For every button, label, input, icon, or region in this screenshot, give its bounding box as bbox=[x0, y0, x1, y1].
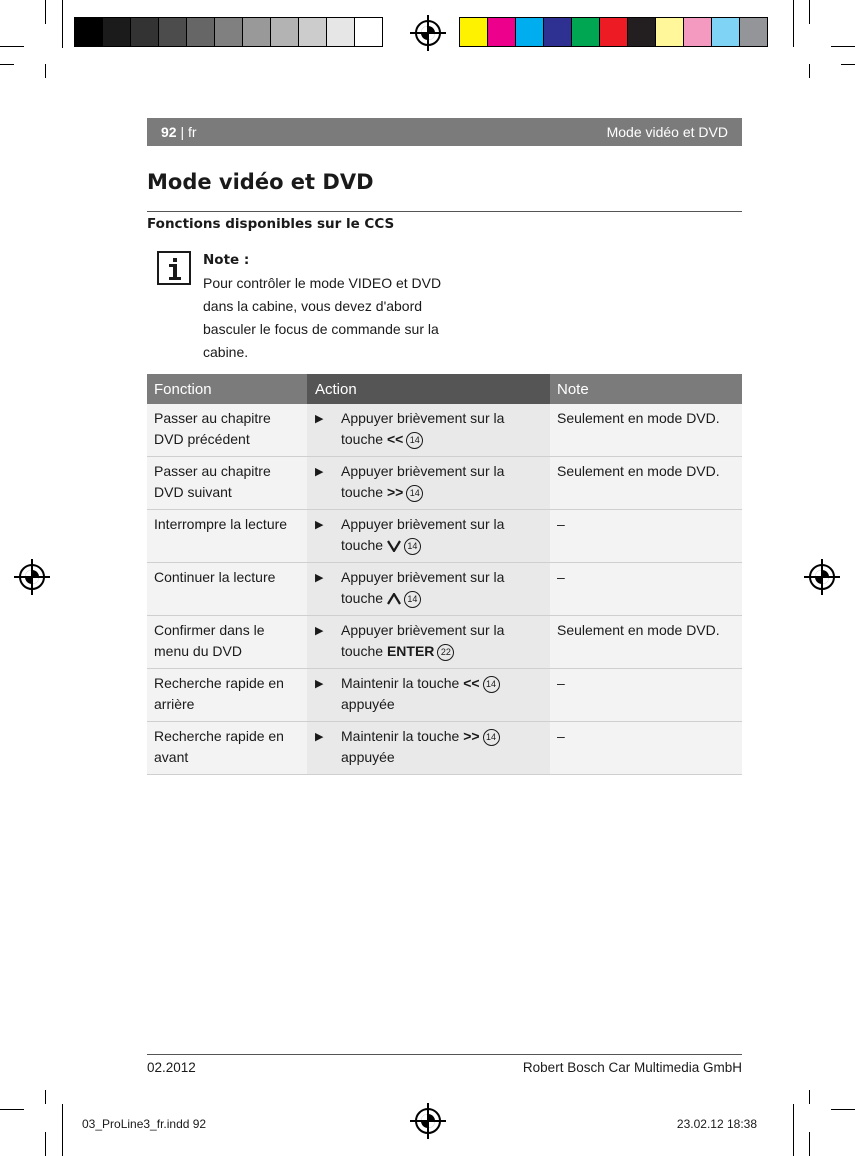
info-icon bbox=[157, 251, 191, 285]
table-row bbox=[147, 616, 742, 669]
registration-mark-icon bbox=[809, 564, 835, 590]
reference-number: 14 bbox=[483, 676, 500, 693]
color-swatch bbox=[214, 17, 243, 47]
action-cell bbox=[307, 404, 550, 457]
action-cell bbox=[307, 510, 550, 563]
footer-divider bbox=[147, 1054, 742, 1055]
note-line: dans la cabine, vous devez d'abord bbox=[203, 298, 423, 314]
bullet-arrow-icon: ▶ bbox=[315, 466, 324, 478]
color-swatch bbox=[655, 17, 684, 47]
key-label: >> bbox=[463, 728, 480, 744]
color-swatch bbox=[711, 17, 740, 47]
chevron-down-icon bbox=[387, 540, 401, 552]
color-swatch bbox=[515, 17, 544, 47]
action-text: Maintenir la touche >> 14 appuyée bbox=[341, 726, 500, 768]
bullet-arrow-icon: ▶ bbox=[315, 625, 324, 637]
table-row bbox=[147, 510, 742, 563]
note-body bbox=[203, 272, 443, 364]
bullet-arrow-icon: ▶ bbox=[315, 731, 324, 743]
table-header-row bbox=[147, 374, 742, 404]
column-header-fonction: Fonction bbox=[147, 374, 307, 404]
action-cell bbox=[307, 722, 550, 775]
bullet-arrow-icon: ▶ bbox=[315, 413, 324, 425]
color-swatch bbox=[130, 17, 159, 47]
registration-mark-icon bbox=[415, 1108, 441, 1134]
functions-table bbox=[147, 374, 742, 775]
table-row bbox=[147, 457, 742, 510]
fonction-cell: Interrompre la lecture bbox=[147, 510, 307, 563]
crop-mark bbox=[793, 1104, 794, 1156]
crop-mark bbox=[0, 1109, 24, 1110]
key-label: >> bbox=[386, 484, 404, 500]
note-title: Note : bbox=[203, 252, 250, 268]
note-line: Pour contrôler le mode VIDEO et DVD bbox=[203, 275, 442, 291]
crop-mark bbox=[809, 64, 810, 78]
key-label: ENTER bbox=[386, 643, 435, 659]
key-label: << bbox=[386, 431, 404, 447]
crop-mark bbox=[831, 1109, 855, 1110]
gray-color-bar bbox=[75, 17, 383, 47]
section-subheading: Fonctions disponibles sur le CCS bbox=[147, 216, 395, 232]
fonction-cell: Passer au chapitre DVD suivant bbox=[147, 457, 307, 510]
crop-mark bbox=[45, 1090, 46, 1104]
color-swatch bbox=[683, 17, 712, 47]
table-row bbox=[147, 404, 742, 457]
table-row bbox=[147, 722, 742, 775]
bullet-arrow-icon: ▶ bbox=[315, 678, 324, 690]
action-cell bbox=[307, 563, 550, 616]
crop-mark bbox=[0, 46, 24, 47]
reference-number: 14 bbox=[404, 591, 421, 608]
color-swatch bbox=[739, 17, 768, 47]
crop-mark bbox=[62, 0, 63, 47]
color-swatch bbox=[298, 17, 327, 47]
note-cell: Seulement en mode DVD. bbox=[550, 457, 742, 510]
page-number: 92 bbox=[161, 124, 177, 140]
registration-mark-icon bbox=[415, 20, 441, 46]
running-header bbox=[147, 118, 742, 146]
color-swatch bbox=[459, 17, 488, 47]
action-text: Appuyer brièvement sur la touche 14 bbox=[341, 569, 505, 606]
title-divider bbox=[147, 211, 742, 212]
note-cell: – bbox=[550, 669, 742, 722]
color-swatch bbox=[270, 17, 299, 47]
registration-mark-icon bbox=[19, 564, 45, 590]
column-header-note: Note bbox=[550, 374, 742, 404]
color-swatch bbox=[354, 17, 383, 47]
crop-mark bbox=[793, 0, 794, 47]
fonction-cell: Passer au chapitre DVD précédent bbox=[147, 404, 307, 457]
crop-mark bbox=[809, 1090, 810, 1104]
key-label: << bbox=[463, 675, 480, 691]
reference-number: 14 bbox=[483, 729, 500, 746]
action-cell bbox=[307, 616, 550, 669]
note-cell: Seulement en mode DVD. bbox=[550, 404, 742, 457]
fonction-cell: Confirmer dans le menu du DVD bbox=[147, 616, 307, 669]
color-swatch bbox=[599, 17, 628, 47]
action-text: Appuyer brièvement sur la touche >> 14 bbox=[341, 463, 505, 500]
crop-mark bbox=[45, 1132, 46, 1156]
reference-number: 14 bbox=[406, 432, 423, 449]
note-cell: – bbox=[550, 722, 742, 775]
action-text: Appuyer brièvement sur la touche << 14 bbox=[341, 410, 505, 447]
bullet-arrow-icon: ▶ bbox=[315, 519, 324, 531]
column-header-action: Action bbox=[307, 374, 550, 404]
crop-mark bbox=[45, 64, 46, 78]
color-swatch bbox=[186, 17, 215, 47]
crop-mark bbox=[45, 0, 46, 24]
crop-mark bbox=[809, 0, 810, 24]
color-swatch bbox=[242, 17, 271, 47]
action-text: Maintenir la touche << 14 appuyée bbox=[341, 673, 500, 715]
action-text: Appuyer brièvement sur la touche 14 bbox=[341, 516, 505, 553]
reference-number: 14 bbox=[406, 485, 423, 502]
page-title: Mode vidéo et DVD bbox=[147, 170, 374, 194]
color-swatch bbox=[543, 17, 572, 47]
fonction-cell: Recherche rapide en avant bbox=[147, 722, 307, 775]
fonction-cell: Continuer la lecture bbox=[147, 563, 307, 616]
reference-number: 22 bbox=[437, 644, 454, 661]
table-row bbox=[147, 669, 742, 722]
note-line: basculer le focus de commande sur la bbox=[203, 321, 439, 337]
note-line: cabine. bbox=[203, 344, 249, 360]
table-row bbox=[147, 563, 742, 616]
slug-filename: 03_ProLine3_fr.indd 92 bbox=[82, 1117, 207, 1131]
bullet-arrow-icon: ▶ bbox=[315, 572, 324, 584]
color-swatch bbox=[74, 17, 103, 47]
crop-mark bbox=[841, 64, 855, 65]
crop-mark bbox=[0, 64, 14, 65]
action-text: Appuyer brièvement sur la touche ENTER 22 bbox=[341, 622, 505, 659]
footer-date: 02.2012 bbox=[147, 1060, 196, 1075]
slug-timestamp: 23.02.12 18:38 bbox=[676, 1117, 757, 1131]
chevron-up-icon bbox=[387, 593, 401, 605]
color-swatch bbox=[102, 17, 131, 47]
note-cell: Seulement en mode DVD. bbox=[550, 616, 742, 669]
footer-company: Robert Bosch Car Multimedia GmbH bbox=[522, 1060, 742, 1075]
fonction-cell: Recherche rapide en arrière bbox=[147, 669, 307, 722]
color-bar bbox=[460, 17, 768, 47]
color-swatch bbox=[627, 17, 656, 47]
crop-mark bbox=[831, 46, 855, 47]
note-cell: – bbox=[550, 510, 742, 563]
page-number-label bbox=[161, 124, 197, 140]
action-cell bbox=[307, 457, 550, 510]
crop-mark bbox=[809, 1132, 810, 1156]
language-label: | fr bbox=[180, 124, 197, 140]
color-swatch bbox=[571, 17, 600, 47]
color-swatch bbox=[326, 17, 355, 47]
action-cell bbox=[307, 669, 550, 722]
note-cell: – bbox=[550, 563, 742, 616]
color-swatch bbox=[487, 17, 516, 47]
color-swatch bbox=[158, 17, 187, 47]
reference-number: 14 bbox=[404, 538, 421, 555]
crop-mark bbox=[62, 1104, 63, 1156]
header-section-title: Mode vidéo et DVD bbox=[606, 124, 728, 140]
